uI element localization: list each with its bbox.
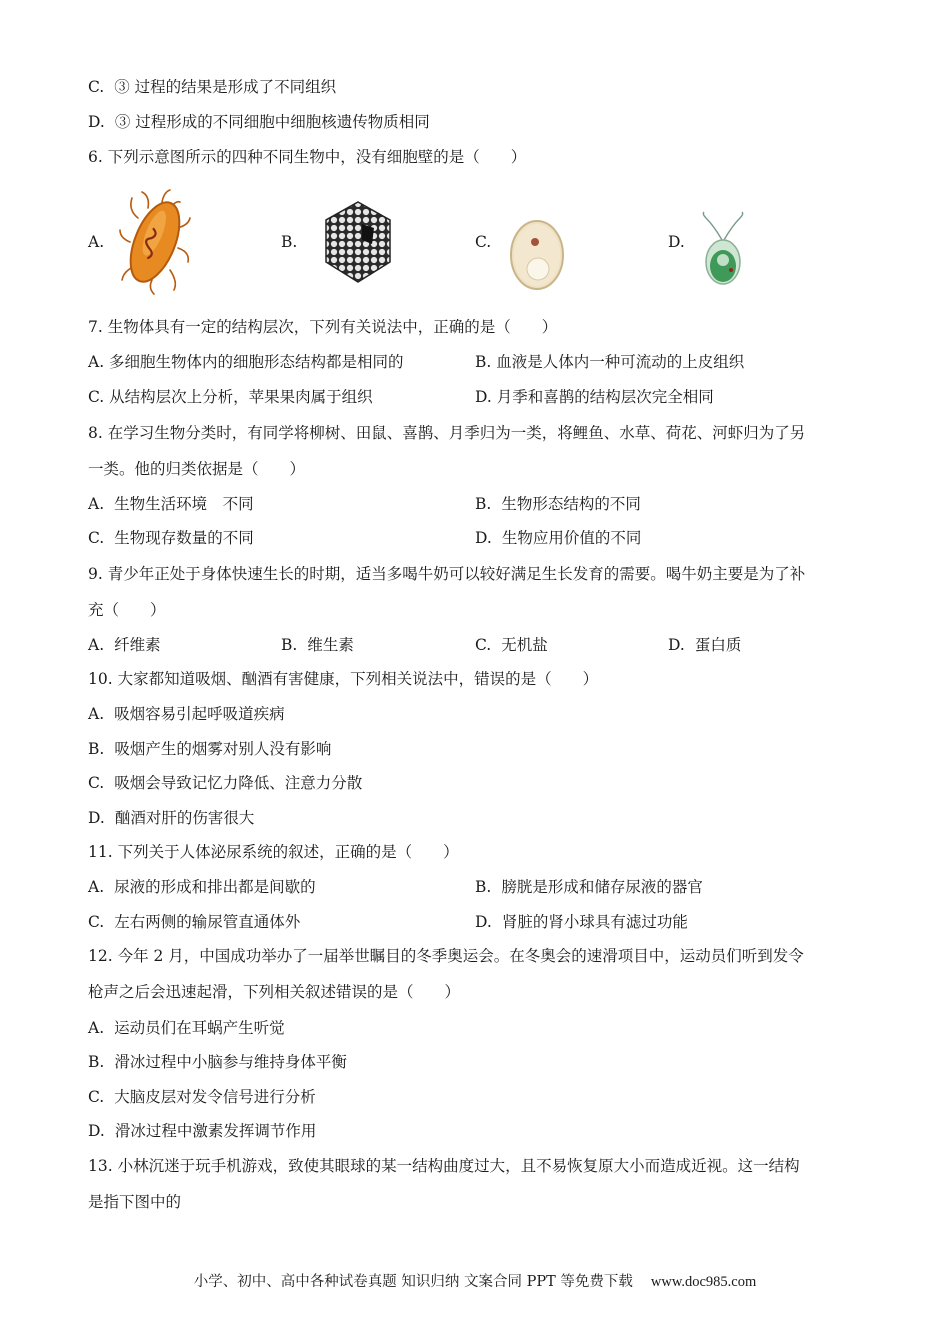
q11-option-d [475, 912, 688, 932]
option-text: 吸烟产生的烟雾对别人没有影响 [114, 740, 332, 758]
option-label: B. [88, 1053, 105, 1071]
q12-option-c [88, 1087, 316, 1107]
q5-option-c [88, 77, 336, 97]
q10-option-a [88, 704, 285, 724]
page-footer [0, 1270, 950, 1291]
option-label: A. [88, 1019, 105, 1037]
q7-option-a: A. 多细胞生物体内的细胞形态结构都是相同的 [88, 353, 404, 371]
option-label: C. [88, 78, 105, 96]
q6-option-b-label: B. [281, 233, 298, 251]
option-label: D. [475, 913, 492, 931]
option-text: 膀胱是形成和储存尿液的器官 [501, 878, 703, 896]
q11-option-c [88, 912, 300, 932]
q6-option-d-label: D. [668, 233, 685, 251]
option-label: B. [281, 636, 298, 654]
q10-option-b [88, 739, 331, 759]
q10-option-d [88, 808, 254, 828]
option-label: B. [475, 495, 492, 513]
option-text: 纤维素 [114, 636, 161, 654]
option-text: 生物生活环境 不同 [114, 495, 254, 513]
option-text: 吸烟会导致记忆力降低、注意力分散 [114, 774, 363, 792]
yeast-cell-icon [508, 218, 566, 296]
q9-option-d [668, 635, 741, 655]
option-text: 滑冰过程中激素发挥调节作用 [114, 1122, 317, 1140]
option-text: 生物现存数量的不同 [114, 529, 254, 547]
q8-option-b [475, 494, 641, 514]
virus-icon [322, 200, 394, 288]
q12-option-b [88, 1052, 347, 1072]
option-text: 大脑皮层对发令信号进行分析 [114, 1088, 316, 1106]
q13-stem-line1: 13. 小林沉迷于玩手机游戏，致使其眼球的某一结构曲度过大，且不易恢复原大小而造成近视。这一结构 [88, 1157, 800, 1175]
q8-option-a [88, 494, 254, 514]
option-text: 尿液的形成和排出都是间歇的 [114, 878, 316, 896]
q9-option-b [281, 635, 354, 655]
option-text: 左右两侧的输尿管直通体外 [114, 913, 301, 931]
footer-url-link[interactable]: www.doc985.com [650, 1274, 757, 1290]
option-label: D. [88, 809, 105, 827]
q8-option-c [88, 528, 254, 548]
option-text: 酗酒对肝的伤害很大 [114, 809, 255, 827]
option-text: 生物形态结构的不同 [501, 495, 641, 513]
option-text: 无机盐 [501, 636, 548, 654]
option-label: B. [475, 878, 492, 896]
option-label: D. [668, 636, 685, 654]
q10-option-c [88, 773, 362, 793]
option-label: C. [88, 774, 105, 792]
q7-option-b: B. 血液是人体内一种可流动的上皮组织 [475, 353, 745, 371]
q9-stem-line1: 9. 青少年正处于身体快速生长的时期，适当多喝牛奶可以较好满足生长发育的需要。喝牛奶主要是为了补 [88, 565, 806, 583]
option-text: 生物应用价值的不同 [501, 529, 642, 547]
option-label: A. [88, 878, 105, 896]
option-label: A. [88, 495, 105, 513]
q9-option-a [88, 635, 161, 655]
option-label: C. [475, 636, 492, 654]
option-label: C. [88, 913, 105, 931]
q10-stem: 10. 大家都知道吸烟、酗酒有害健康，下列相关说法中，错误的是（ ） [88, 670, 599, 688]
q6-stem: 6. 下列示意图所示的四种不同生物中，没有细胞壁的是（ ） [88, 148, 527, 166]
option-text: 蛋白质 [694, 636, 742, 654]
q6-option-c-label: C. [475, 233, 492, 251]
option-text: ③ 过程的结果是形成了不同组织 [114, 78, 337, 96]
option-label: A. [88, 636, 105, 654]
q7-stem: 7. 生物体具有一定的结构层次，下列有关说法中，正确的是（ ） [88, 318, 558, 336]
option-label: C. [88, 529, 105, 547]
option-label: D. [88, 113, 105, 131]
q12-option-d [88, 1121, 316, 1141]
q11-stem: 11. 下列关于人体泌尿系统的叙述，正确的是（ ） [88, 843, 459, 861]
option-text: 运动员们在耳蜗产生听觉 [114, 1019, 285, 1037]
chlamydomonas-icon [698, 210, 748, 294]
option-label: B. [88, 740, 105, 758]
q8-stem-line1: 8. 在学习生物分类时，有同学将柳树、田鼠、喜鹊、月季归为一类，将鲤鱼、水草、荷花、河虾归为了另 [88, 424, 806, 442]
option-label: C. [88, 1088, 105, 1106]
q11-option-b [475, 877, 703, 897]
q6-option-a-label: A. [88, 233, 105, 251]
option-text: ③ 过程形成的不同细胞中细胞核遗传物质相同 [114, 113, 430, 131]
q9-option-c [475, 635, 548, 655]
q5-option-d [88, 112, 430, 132]
q12-stem-line2: 枪声之后会迅速起滑，下列相关叙述错误的是（ ） [88, 983, 461, 1001]
q13-stem-line2: 是指下图中的 [88, 1193, 182, 1211]
q12-stem-line1: 12. 今年 2 月，中国成功举办了一届举世瞩目的冬季奥运会。在冬奥会的速滑项目中，运动员们听到发令 [88, 947, 804, 965]
q11-option-a [88, 877, 316, 897]
bacterium-icon [118, 188, 193, 300]
option-text: 滑冰过程中小脑参与维持身体平衡 [114, 1053, 347, 1071]
option-label: A. [88, 705, 105, 723]
footer-text: 小学、初中、高中各种试卷真题 知识归纳 文案合同 PPT 等免费下载 [193, 1274, 633, 1290]
option-text: 肾脏的肾小球具有滤过功能 [501, 913, 688, 931]
q9-stem-line2: 充（ ） [88, 601, 166, 619]
q7-option-c: C. 从结构层次上分析，苹果果肉属于组织 [88, 388, 373, 406]
q12-option-a [88, 1018, 285, 1038]
q7-option-d: D. 月季和喜鹊的结构层次完全相同 [475, 388, 714, 406]
option-text: 吸烟容易引起呼吸道疾病 [114, 705, 285, 723]
option-label: D. [475, 529, 492, 547]
q8-stem-line2: 一类。他的归类依据是（ ） [88, 460, 306, 478]
option-text: 维生素 [307, 636, 354, 654]
option-label: D. [88, 1122, 105, 1140]
q8-option-d [475, 528, 641, 548]
